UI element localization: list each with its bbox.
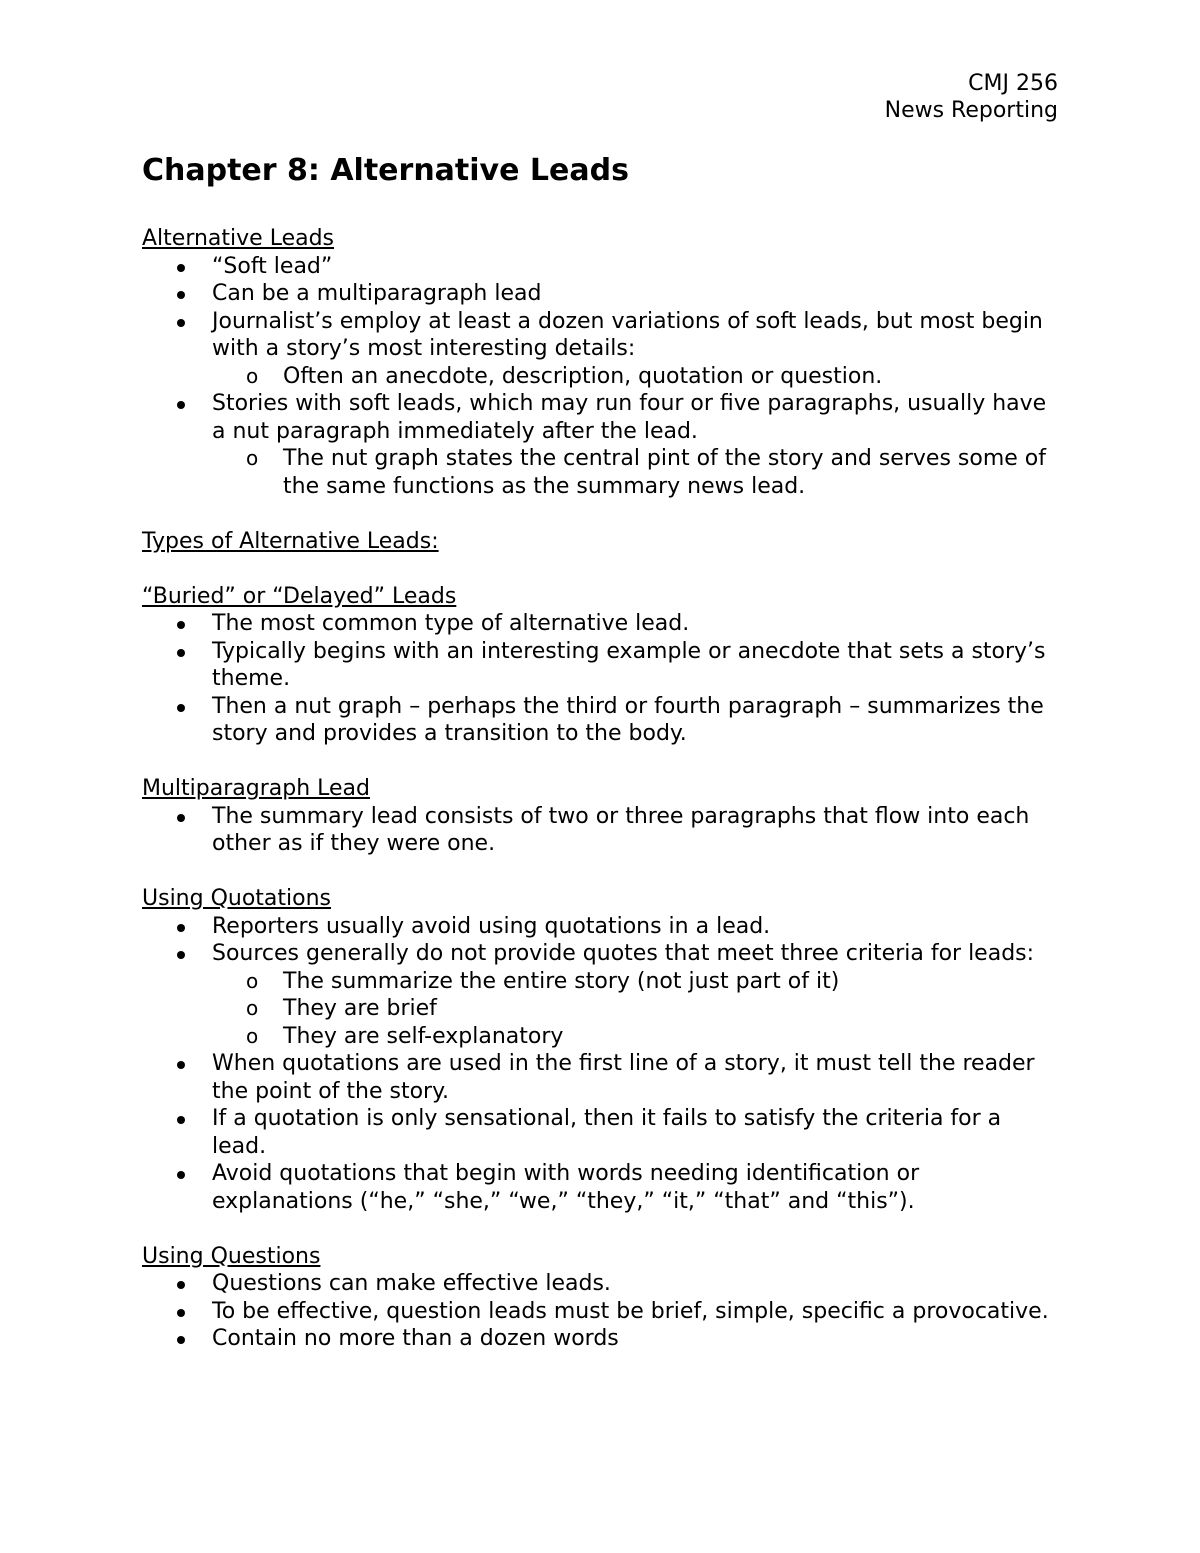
list-item bbox=[142, 638, 1062, 693]
bullet-list-alternative-leads bbox=[142, 253, 1062, 501]
list-item-text: When quotations are used in the first line of a story, it must tell the reader the point of the story. bbox=[212, 1051, 1035, 1104]
sub-list-item bbox=[142, 995, 1062, 1023]
bullet-list-using-quotations bbox=[142, 913, 1062, 1216]
bullet-icon bbox=[177, 621, 185, 629]
page-header bbox=[885, 70, 1058, 124]
list-item bbox=[142, 1050, 1062, 1105]
bullet-icon bbox=[177, 291, 185, 299]
list-item bbox=[142, 1298, 1062, 1326]
bullet-list-using-questions bbox=[142, 1270, 1062, 1353]
bullet-icon bbox=[177, 649, 185, 657]
section-heading-using-quotations: Using Quotations bbox=[142, 886, 332, 911]
bullet-icon bbox=[177, 401, 185, 409]
bullet-icon bbox=[177, 264, 185, 272]
list-item bbox=[142, 390, 1062, 445]
list-item bbox=[142, 253, 1062, 281]
bullet-icon bbox=[177, 1309, 185, 1317]
sub-bullet-icon: o bbox=[246, 363, 259, 388]
bullet-list-buried-leads bbox=[142, 610, 1062, 748]
section-heading-multiparagraph-lead: Multiparagraph Lead bbox=[142, 776, 370, 801]
list-item-text: To be effective, question leads must be brief, simple, specific a provocative. bbox=[212, 1298, 1049, 1324]
list-item-text: Then a nut graph – perhaps the third or fourth paragraph – summarizes the story and provides a transition to the body. bbox=[212, 693, 1044, 746]
list-item bbox=[142, 940, 1062, 968]
list-item bbox=[142, 1105, 1062, 1160]
list-item-text: Sources generally do not provide quotes that meet three criteria for leads: bbox=[212, 941, 1035, 966]
bullet-icon bbox=[177, 1171, 185, 1179]
list-item bbox=[142, 1325, 1062, 1353]
page-title: Chapter 8: Alternative Leads bbox=[142, 153, 629, 188]
list-item bbox=[142, 308, 1062, 363]
list-item-text: Questions can make effective leads. bbox=[212, 1271, 611, 1296]
sub-bullet-icon: o bbox=[246, 1023, 259, 1048]
list-item-text: Journalist’s employ at least a dozen variations of soft leads, but most begin with a story’s most interesting details: bbox=[212, 308, 1043, 361]
sub-list-item-text: Often an anecdote, description, quotation or question. bbox=[283, 363, 883, 389]
list-item bbox=[142, 803, 1062, 858]
bullet-icon bbox=[177, 1336, 185, 1344]
sub-list-item bbox=[142, 445, 1062, 500]
list-item-text: The most common type of alternative lead. bbox=[212, 611, 690, 636]
list-item bbox=[142, 913, 1062, 941]
list-item-text: Contain no more than a dozen words bbox=[212, 1326, 619, 1351]
list-item bbox=[142, 610, 1062, 638]
list-item-text: Stories with soft leads, which may run four or five paragraphs, usually have a nut paragraph immediately after the lead. bbox=[212, 391, 1047, 444]
sub-list-item bbox=[142, 968, 1062, 996]
bullet-icon bbox=[177, 704, 185, 712]
sub-list-item bbox=[142, 363, 1062, 391]
bullet-icon bbox=[177, 924, 185, 932]
bullet-icon bbox=[177, 814, 185, 822]
list-item-text: The summary lead consists of two or three paragraphs that flow into each other as if they were one. bbox=[212, 803, 1030, 856]
sub-list-item-text: The summarize the entire story (not just part of it) bbox=[283, 968, 840, 994]
bullet-icon bbox=[177, 951, 185, 959]
list-item bbox=[142, 280, 1062, 308]
bullet-list-multiparagraph-lead bbox=[142, 803, 1062, 858]
list-item bbox=[142, 1160, 1062, 1215]
course-code: CMJ 256 bbox=[968, 71, 1058, 96]
section-heading-using-questions: Using Questions bbox=[142, 1243, 321, 1269]
bullet-icon bbox=[177, 1281, 185, 1289]
bullet-icon bbox=[177, 1116, 185, 1124]
sub-bullet-icon: o bbox=[246, 996, 259, 1020]
sub-list-item-text: They are brief bbox=[283, 996, 437, 1021]
list-item bbox=[142, 1270, 1062, 1298]
section-heading-types: Types of Alternative Leads: bbox=[142, 528, 439, 554]
list-item bbox=[142, 693, 1062, 748]
sub-list-item bbox=[142, 1023, 1062, 1051]
bullet-icon bbox=[177, 319, 185, 327]
section-heading-alternative-leads: Alternative Leads bbox=[142, 226, 335, 251]
list-item-text: Reporters usually avoid using quotations in a lead. bbox=[212, 913, 771, 939]
sub-bullet-icon: o bbox=[246, 446, 259, 470]
list-item-text: Can be a multiparagraph lead bbox=[212, 281, 542, 306]
document-body bbox=[142, 225, 1062, 1353]
list-item-text: Typically begins with an interesting example or anecdote that sets a story’s theme. bbox=[212, 638, 1046, 691]
list-item-text: “Soft lead” bbox=[212, 253, 333, 279]
list-item-text: If a quotation is only sensational, then it fails to satisfy the criteria for a lead. bbox=[212, 1106, 1002, 1159]
list-item-text: Avoid quotations that begin with words needing identification or explanations (“he,” “she,” “we,” “they,” “it,” “that” and “this”). bbox=[212, 1161, 920, 1214]
course-subject: News Reporting bbox=[884, 98, 1058, 123]
bullet-icon bbox=[177, 1061, 185, 1069]
sub-list-item-text: The nut graph states the central pint of the story and serves some of the same functions as the summary news lead. bbox=[283, 446, 1046, 499]
section-heading-buried-leads: “Buried” or “Delayed” Leads bbox=[142, 583, 457, 609]
sub-list-item-text: They are self-explanatory bbox=[283, 1023, 564, 1049]
sub-bullet-icon: o bbox=[246, 968, 259, 993]
